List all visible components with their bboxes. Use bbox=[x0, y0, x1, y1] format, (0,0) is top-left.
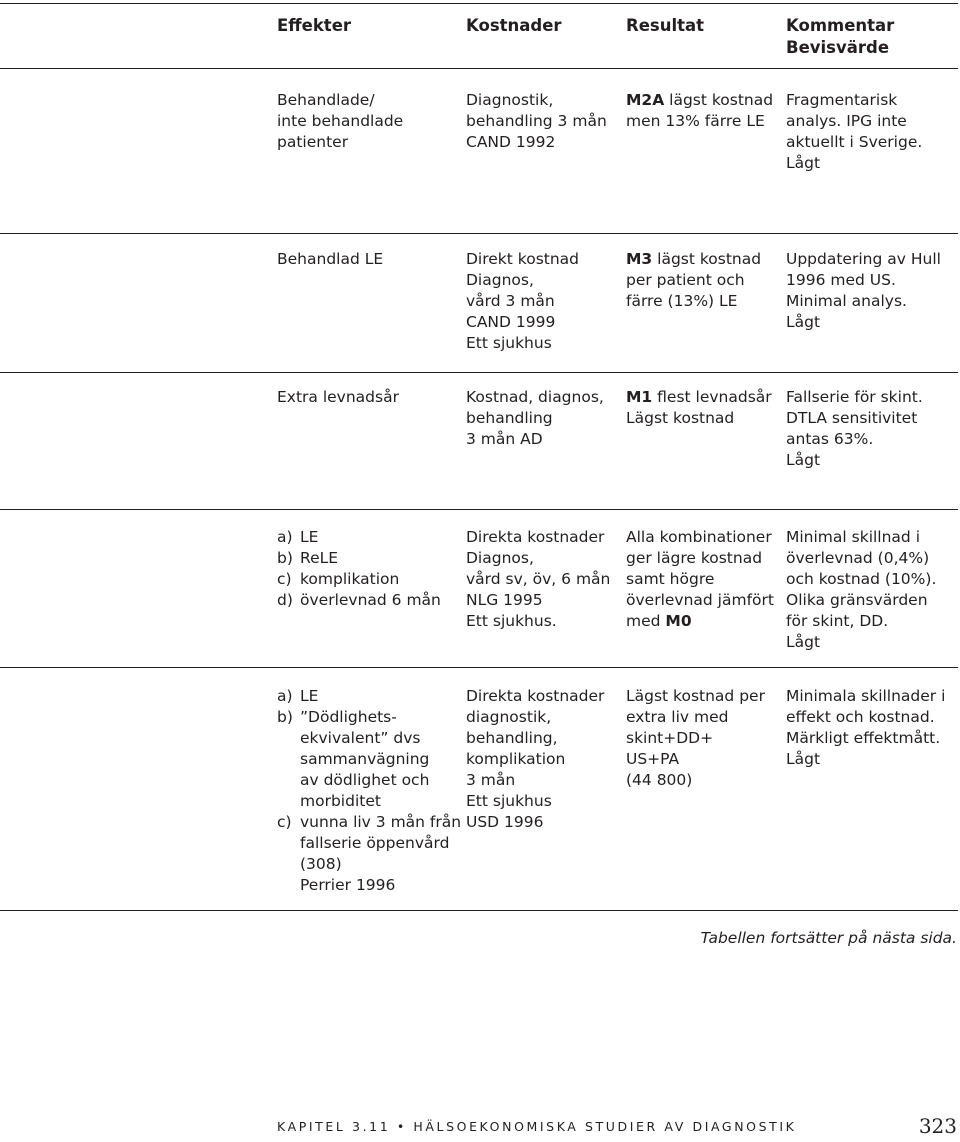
cell-line: behandling bbox=[466, 409, 553, 427]
cell-line: för skint, DD. bbox=[786, 612, 889, 630]
list-item-text: vunna liv 3 mån från bbox=[300, 813, 462, 831]
list-item-text: sammanvägning bbox=[300, 750, 430, 768]
cell-line: patienter bbox=[277, 133, 349, 151]
cell-line: inte behandlade bbox=[277, 112, 404, 130]
model-label: M2A bbox=[626, 91, 665, 109]
cell-line: Diagnostik, bbox=[466, 91, 554, 109]
cell-line: men 13% färre LE bbox=[626, 112, 765, 130]
model-label: M1 bbox=[626, 388, 653, 406]
list-item-text: ReLE bbox=[300, 549, 339, 567]
cell-line: överlevnad (0,4%) bbox=[786, 549, 930, 567]
cell-line: DTLA sensitivitet bbox=[786, 409, 918, 427]
cell-line: diagnostik, bbox=[466, 708, 552, 726]
cell-line: extra liv med bbox=[626, 708, 729, 726]
header-kostnader: Kostnader bbox=[466, 16, 562, 35]
list-item bbox=[277, 569, 441, 590]
cell-kostnader bbox=[466, 249, 579, 354]
cell-line: Lågt bbox=[786, 451, 821, 469]
cell-resultat bbox=[626, 387, 772, 429]
cell-line bbox=[626, 249, 761, 270]
list-item-text: komplikation bbox=[300, 570, 400, 588]
list-item bbox=[277, 686, 461, 707]
cell-line: Lågt bbox=[786, 313, 821, 331]
running-footer: KAPITEL 3.11 • HÄLSOEKONOMISKA STUDIER AV DIAGNOSTIK bbox=[277, 1119, 797, 1134]
cell-line: Extra levnadsår bbox=[277, 388, 399, 406]
header-kommentar-line1: Kommentar bbox=[786, 16, 895, 35]
list-item-text: ekvivalent” dvs bbox=[300, 729, 421, 747]
cell-line: 3 mån AD bbox=[466, 430, 543, 448]
cell-line: Lägst kostnad bbox=[626, 409, 735, 427]
list-item-text: av dödlighet och bbox=[300, 771, 430, 789]
header-bottom-rule bbox=[0, 68, 958, 69]
row-rule bbox=[0, 667, 958, 668]
cell-line: NLG 1995 bbox=[466, 591, 543, 609]
row-rule bbox=[0, 509, 958, 510]
cell-line: färre (13%) LE bbox=[626, 292, 738, 310]
cell-line: Alla kombinationer bbox=[626, 528, 772, 546]
cell-line: Lågt bbox=[786, 750, 821, 768]
list-item-text: (308) bbox=[300, 855, 342, 873]
list-item bbox=[277, 527, 441, 548]
table-top-rule bbox=[0, 3, 958, 4]
cell-line: vård sv, öv, 6 mån bbox=[466, 570, 611, 588]
cell-line: Lågt bbox=[786, 154, 821, 172]
cell-resultat bbox=[626, 527, 774, 632]
cell-line: Diagnos, bbox=[466, 271, 534, 289]
model-label: M0 bbox=[665, 612, 692, 630]
list-marker: c) bbox=[277, 570, 292, 588]
cell-kostnader bbox=[466, 686, 604, 833]
cell-line: och kostnad (10%). bbox=[786, 570, 937, 588]
model-label: M3 bbox=[626, 250, 653, 268]
row-rule bbox=[0, 233, 958, 234]
cell-line: Lägst kostnad per bbox=[626, 687, 765, 705]
list-item-text: fallserie öppenvård bbox=[300, 834, 450, 852]
cell-line: Diagnos, bbox=[466, 549, 534, 567]
cell-resultat bbox=[626, 249, 761, 312]
list-item-text: ”Dödlighets- bbox=[300, 708, 397, 726]
list-item bbox=[277, 590, 441, 611]
cell-line: Fallserie för skint. bbox=[786, 388, 923, 406]
cell-kommentar bbox=[786, 527, 936, 653]
cell-line: Ett sjukhus bbox=[466, 334, 552, 352]
cell-text: flest levnadsår bbox=[652, 388, 772, 406]
cell-kommentar bbox=[786, 90, 922, 174]
cell-line: skint+DD+ bbox=[626, 729, 714, 747]
header-resultat: Resultat bbox=[626, 16, 705, 35]
cell-kostnader bbox=[466, 90, 607, 153]
cell-line: Direkt kostnad bbox=[466, 250, 580, 268]
list-marker: c) bbox=[277, 813, 292, 831]
list-marker: a) bbox=[277, 528, 293, 546]
cell-effekter bbox=[277, 90, 403, 153]
list-item-text: LE bbox=[300, 687, 319, 705]
cell-line: komplikation bbox=[466, 750, 566, 768]
cell-resultat bbox=[626, 90, 773, 132]
list-item-text: överlevnad 6 mån bbox=[300, 591, 441, 609]
cell-effekter bbox=[277, 527, 441, 611]
cell-line: Minimala skillnader i bbox=[786, 687, 946, 705]
cell-kommentar bbox=[786, 686, 945, 770]
cell-line: vård 3 mån bbox=[466, 292, 555, 310]
cell-line: (44 800) bbox=[626, 771, 693, 789]
page-number: 323 bbox=[918, 1114, 957, 1138]
header-effekter: Effekter bbox=[277, 16, 352, 35]
list-marker: b) bbox=[277, 708, 293, 726]
cell-effekter bbox=[277, 249, 383, 270]
list-item-text: Perrier 1996 bbox=[300, 876, 396, 894]
list-marker: d) bbox=[277, 591, 293, 609]
cell-line: behandling, bbox=[466, 729, 558, 747]
cell-line: CAND 1992 bbox=[466, 133, 556, 151]
cell-line: ger lägre kostnad bbox=[626, 549, 763, 567]
list-marker: b) bbox=[277, 549, 293, 567]
cell-line: Fragmentarisk bbox=[786, 91, 898, 109]
cell-line bbox=[626, 387, 772, 408]
cell-text: lägst kostnad bbox=[652, 250, 762, 268]
cell-line: USD 1996 bbox=[466, 813, 544, 831]
cell-line: Minimal analys. bbox=[786, 292, 907, 310]
cell-line: effekt och kostnad. bbox=[786, 708, 935, 726]
cell-kostnader bbox=[466, 387, 604, 450]
cell-line: aktuellt i Sverige. bbox=[786, 133, 923, 151]
cell-line: 1996 med US. bbox=[786, 271, 896, 289]
cell-line: Behandlad LE bbox=[277, 250, 384, 268]
continuation-note: Tabellen fortsätter på nästa sida. bbox=[700, 929, 957, 947]
cell-resultat bbox=[626, 686, 765, 791]
cell-line: behandling 3 mån bbox=[466, 112, 607, 130]
cell-line bbox=[626, 90, 773, 111]
cell-line bbox=[626, 611, 774, 632]
header-kommentar bbox=[786, 15, 894, 59]
table-bottom-rule bbox=[0, 910, 958, 911]
cell-line: Minimal skillnad i bbox=[786, 528, 921, 546]
cell-effekter bbox=[277, 686, 461, 896]
row-rule bbox=[0, 372, 958, 373]
cell-kommentar bbox=[786, 249, 941, 333]
cell-line: Uppdatering av Hull bbox=[786, 250, 941, 268]
list-item-text: LE bbox=[300, 528, 319, 546]
cell-line: Kostnad, diagnos, bbox=[466, 388, 604, 406]
cell-line: CAND 1999 bbox=[466, 313, 556, 331]
cell-line: analys. IPG inte bbox=[786, 112, 907, 130]
list-item bbox=[277, 707, 461, 728]
list-item bbox=[277, 548, 441, 569]
list-marker: a) bbox=[277, 687, 293, 705]
cell-line: US+PA bbox=[626, 750, 680, 768]
cell-line: antas 63%. bbox=[786, 430, 874, 448]
cell-line: Direkta kostnader bbox=[466, 687, 605, 705]
cell-line: Ett sjukhus bbox=[466, 792, 552, 810]
list-item-text: morbiditet bbox=[300, 792, 381, 810]
cell-line: överlevnad jämfört bbox=[626, 591, 774, 609]
cell-line: 3 mån bbox=[466, 771, 516, 789]
cell-effekter bbox=[277, 387, 399, 408]
cell-line: per patient och bbox=[626, 271, 745, 289]
list-item bbox=[277, 812, 461, 833]
cell-kommentar bbox=[786, 387, 923, 471]
cell-line: Märkligt effektmått. bbox=[786, 729, 941, 747]
cell-line: Ett sjukhus. bbox=[466, 612, 557, 630]
cell-line: Direkta kostnader bbox=[466, 528, 605, 546]
cell-line: Behandlade/ bbox=[277, 91, 375, 109]
cell-line: Lågt bbox=[786, 633, 821, 651]
cell-text: lägst kostnad bbox=[664, 91, 774, 109]
cell-line: samt högre bbox=[626, 570, 715, 588]
cell-text: med bbox=[626, 612, 666, 630]
cell-kostnader bbox=[466, 527, 610, 632]
header-kommentar-line2: Bevisvärde bbox=[786, 38, 890, 57]
cell-line: Olika gränsvärden bbox=[786, 591, 928, 609]
